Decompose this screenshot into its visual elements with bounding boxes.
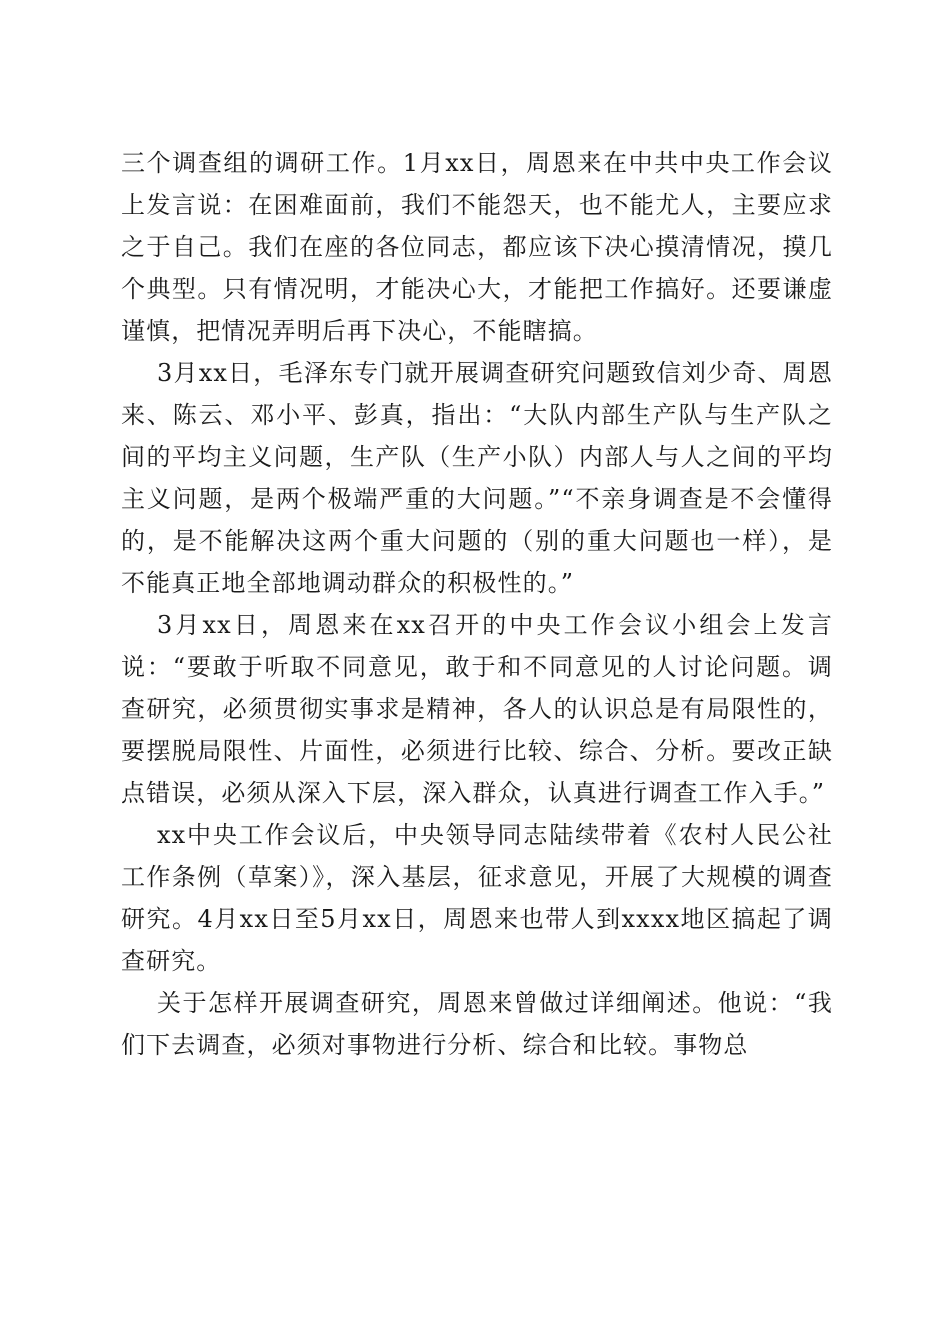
paragraph-3: 3月xx日，周恩来在xx召开的中央工作会议小组会上发言说：“要敢于听取不同意见，敢于和不同意见的人讨论问题。调查研究，必须贯彻实事求是精神，各人的认识总是有局限性的，要摆脱局限性、片面性，必须进行比较、综合、分析。要改正缺点错误，必须从深入下层，深入群众，认真进行调查工作入手。” bbox=[121, 611, 833, 807]
paragraph-5: 关于怎样开展调查研究，周恩来曾做过详细阐述。他说：“我们下去调查，必须对事物进行分析、综合和比较。事物总 bbox=[121, 989, 833, 1059]
paragraph-1: 三个调查组的调研工作。1月xx日，周恩来在中共中央工作会议上发言说：在困难面前，我们不能怨天，也不能尤人，主要应求之于自己。我们在座的各位同志，都应该下决心摸清情况，摸几个典型。只有情况明，才能决心大，才能把工作搞好。还要谦虚谨慎，把情况弄明后再下决心，不能瞎搞。 bbox=[121, 149, 833, 345]
paragraph-4: xx中央工作会议后，中央领导同志陆续带着《农村人民公社工作条例（草案）》，深入基层，征求意见，开展了大规模的调查研究。4月xx日至5月xx日，周恩来也带人到xxxx地区搞起了调查研究。 bbox=[121, 821, 833, 975]
paragraph-2: 3月xx日，毛泽东专门就开展调查研究问题致信刘少奇、周恩来、陈云、邓小平、彭真，指出：“大队内部生产队与生产队之间的平均主义问题，生产队（生产小队）内部人与人之间的平均主义问题，是两个极端严重的大问题。”“不亲身调查是不会懂得的，是不能解决这两个重大问题的（别的重大问题也一样），是不能真正地全部地调动群众的积极性的。” bbox=[121, 359, 833, 597]
document-body bbox=[121, 142, 833, 1066]
